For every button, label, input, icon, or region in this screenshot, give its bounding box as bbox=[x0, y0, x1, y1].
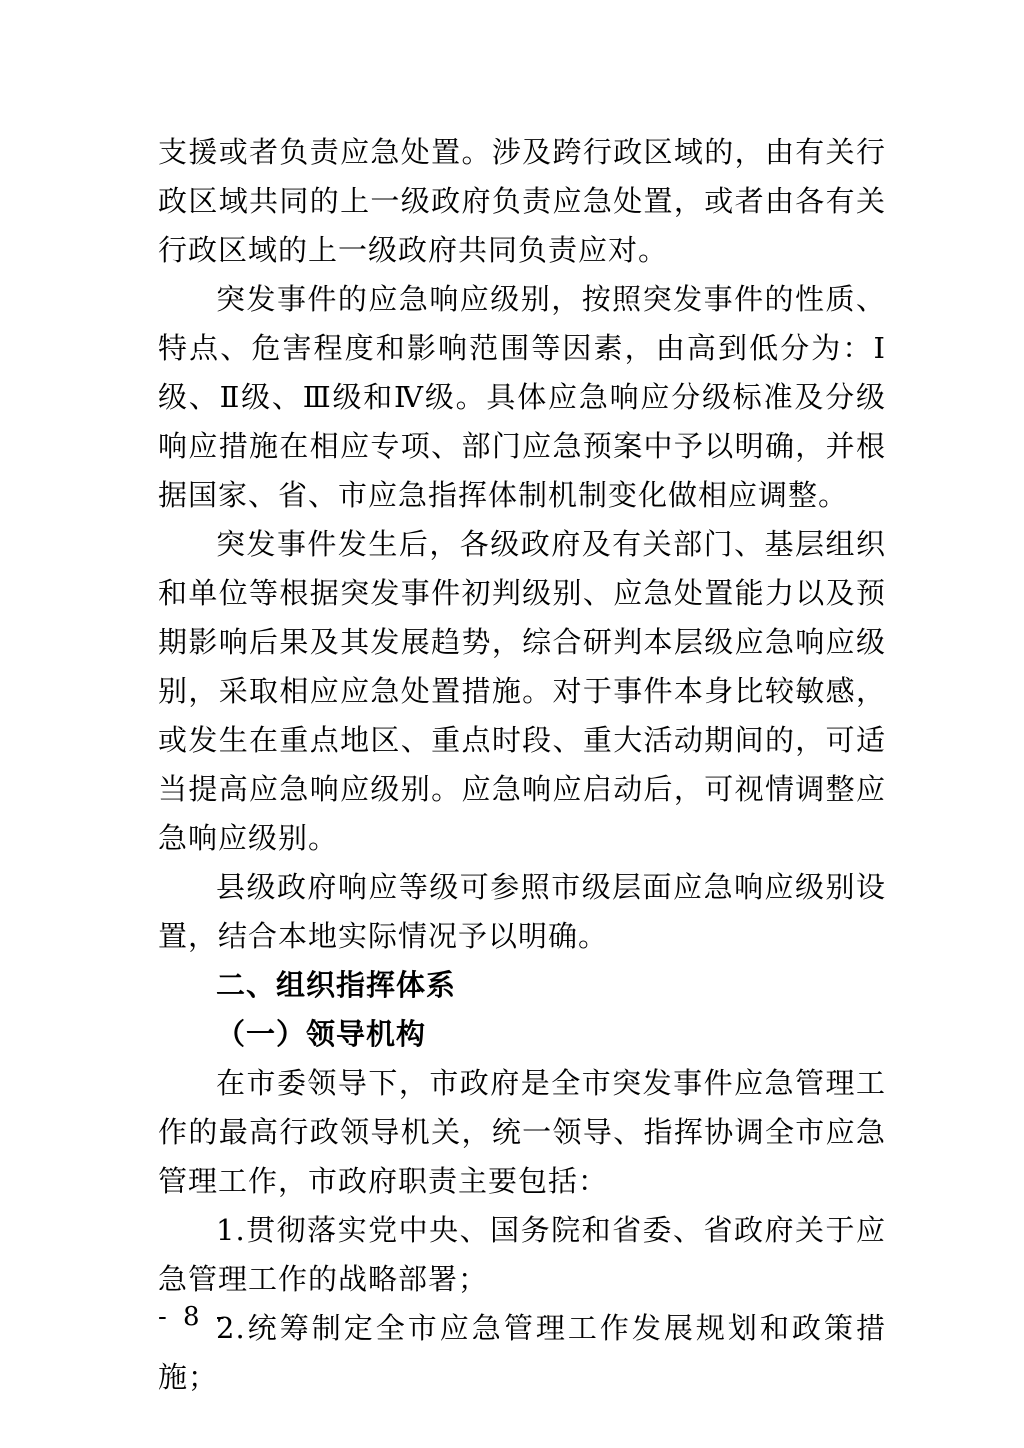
paragraph: 县级政府响应等级可参照市级层面应急响应级别设置，结合本地实际情况予以明确。 bbox=[158, 870, 886, 953]
paragraph: 突发事件的应急响应级别，按照突发事件的性质、特点、危害程度和影响范围等因素，由高到低分为：Ⅰ级、Ⅱ级、Ⅲ级和Ⅳ级。具体应急响应分级标准及分级响应措施在相应专项、部门应急预案中予以明确，并根据国家、省、市应急指挥体制机制变化做相应调整。 bbox=[158, 282, 886, 512]
section-heading: 二、组织指挥体系 bbox=[216, 968, 457, 1002]
list-item: 1.贯彻落实党中央、国务院和省委、省政府关于应急管理工作的战略部署； bbox=[158, 1213, 886, 1296]
list-item: 2.统筹制定全市应急管理工作发展规划和政策措施； bbox=[158, 1311, 886, 1394]
paragraph: 支援或者负责应急处置。涉及跨行政区域的，由有关行政区域共同的上一级政府负责应急处置，或者由各有关行政区域的上一级政府共同负责应对。 bbox=[158, 135, 886, 267]
body-text bbox=[158, 128, 886, 1402]
paragraph: 在市委领导下，市政府是全市突发事件应急管理工作的最高行政领导机关，统一领导、指挥协调全市应急管理工作，市政府职责主要包括： bbox=[158, 1066, 886, 1198]
paragraph: 突发事件发生后，各级政府及有关部门、基层组织和单位等根据突发事件初判级别、应急处置能力以及预期影响后果及其发展趋势，综合研判本层级应急响应级别，采取相应应急处置措施。对于事件本身比较敏感，或发生在重点地区、重点时段、重大活动期间的，可适当提高应急响应级别。应急响应启动后，可视情调整应急响应级别。 bbox=[158, 527, 886, 855]
page-number: - 8 - bbox=[158, 1302, 229, 1332]
subsection-heading: （一）领导机构 bbox=[216, 1017, 427, 1051]
